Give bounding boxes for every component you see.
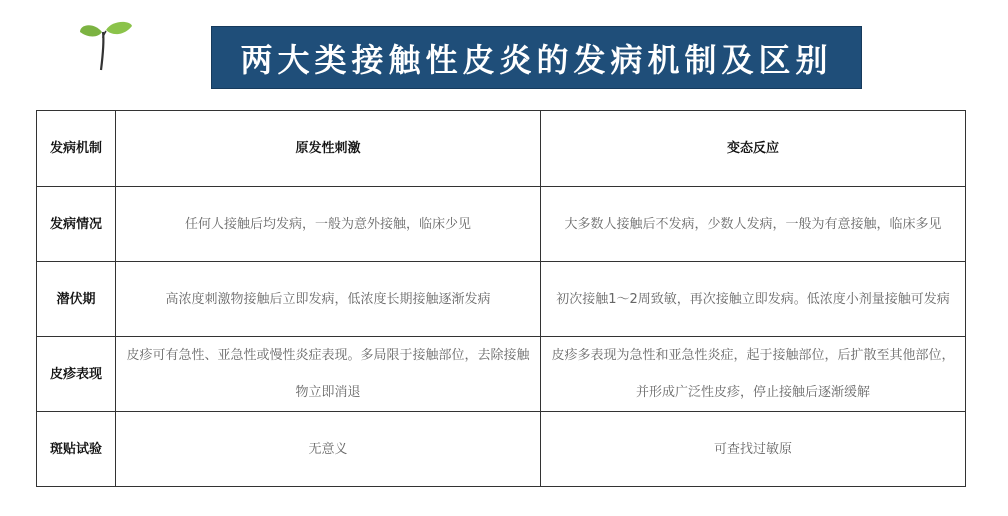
row-header: 皮疹表现 (37, 337, 116, 412)
table-cell: 无意义 (116, 412, 541, 487)
table-cell: 初次接触1～2周致敏，再次接触立即发病。低浓度小剂量接触可发病 (541, 262, 966, 337)
title-banner (211, 26, 862, 89)
table-cell: 皮疹多表现为急性和亚急性炎症，起于接触部位，后扩散至其他部位，并形成广泛性皮疹，停止接触后逐渐缓解 (541, 337, 966, 412)
row-header: 斑贴试验 (37, 412, 116, 487)
page-title: 两大类接触性皮炎的发病机制及区别 (240, 40, 833, 79)
corner-header: 发病机制 (37, 111, 116, 187)
table-cell: 高浓度刺激物接触后立即发病，低浓度长期接触逐渐发病 (116, 262, 541, 337)
table-cell: 任何人接触后均发病，一般为意外接触，临床少见 (116, 187, 541, 262)
table-row (37, 337, 966, 412)
row-header: 潜伏期 (37, 262, 116, 337)
sprout-icon (76, 20, 136, 72)
table-cell: 可查找过敏原 (541, 412, 966, 487)
table-header-row (37, 111, 966, 187)
table-row (37, 262, 966, 337)
comparison-table (36, 110, 966, 487)
column-header-primary-irritant: 原发性刺激 (116, 111, 541, 187)
table-cell: 大多数人接触后不发病，少数人发病，一般为有意接触，临床多见 (541, 187, 966, 262)
table-row (37, 187, 966, 262)
row-header: 发病情况 (37, 187, 116, 262)
column-header-allergic-reaction: 变态反应 (541, 111, 966, 187)
table-cell: 皮疹可有急性、亚急性或慢性炎症表现。多局限于接触部位，去除接触物立即消退 (116, 337, 541, 412)
table-row (37, 412, 966, 487)
